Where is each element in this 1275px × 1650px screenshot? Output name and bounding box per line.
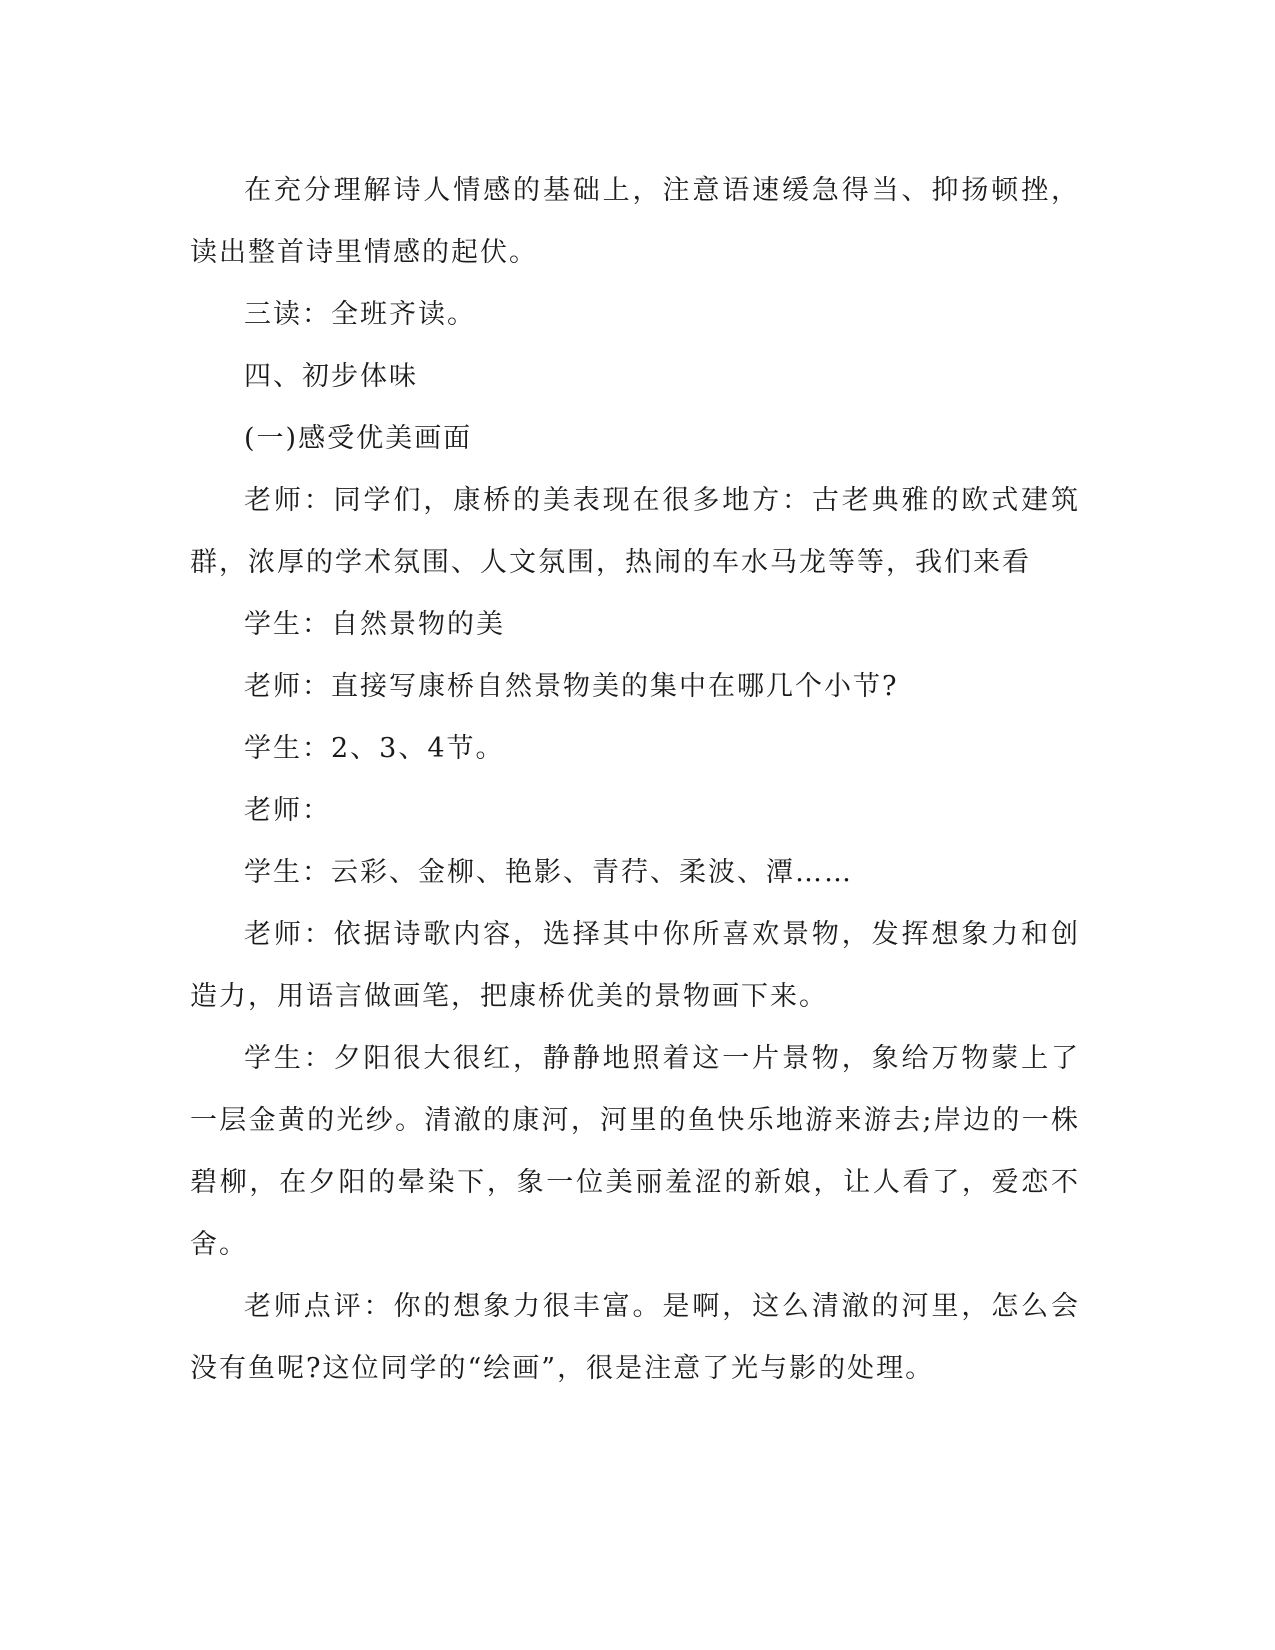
paragraph: 学生：夕阳很大很红，静静地照着这一片景物，象给万物蒙上了一层金黄的光纱。清澈的康河，河里的鱼快乐地游来游去;岸边的一株碧柳，在夕阳的晕染下，象一位美丽羞涩的新娘，让人看了，爱恋不舍。	[190, 1043, 1080, 1260]
paragraph: 学生：云彩、金柳、艳影、青荇、柔波、潭……	[244, 857, 853, 888]
paragraph: 学生：自然景物的美	[244, 609, 505, 640]
paragraph: 老师：直接写康桥自然景物美的集中在哪几个小节?	[244, 671, 899, 702]
subsection-heading: (一)感受优美画面	[244, 423, 473, 454]
paragraph: 在充分理解诗人情感的基础上，注意语速缓急得当、抑扬顿挫，读出整首诗里情感的起伏。	[190, 175, 1080, 268]
paragraph: 老师点评：你的想象力很丰富。是啊，这么清澈的河里，怎么会没有鱼呢?这位同学的“绘画”，很是注意了光与影的处理。	[190, 1291, 1080, 1384]
paragraph: 老师：依据诗歌内容，选择其中你所喜欢景物，发挥想象力和创造力，用语言做画笔，把康桥优美的景物画下来。	[190, 919, 1080, 1012]
paragraph: 三读：全班齐读。	[244, 299, 476, 330]
paragraph: 学生：2、3、4节。	[244, 733, 505, 764]
section-heading: 四、初步体味	[244, 361, 418, 392]
paragraph: 老师：同学们，康桥的美表现在很多地方：古老典雅的欧式建筑群，浓厚的学术氛围、人文氛围，热闹的车水马龙等等，我们来看	[190, 485, 1080, 578]
document-body	[190, 160, 1080, 1400]
paragraph: 老师：	[244, 795, 331, 826]
